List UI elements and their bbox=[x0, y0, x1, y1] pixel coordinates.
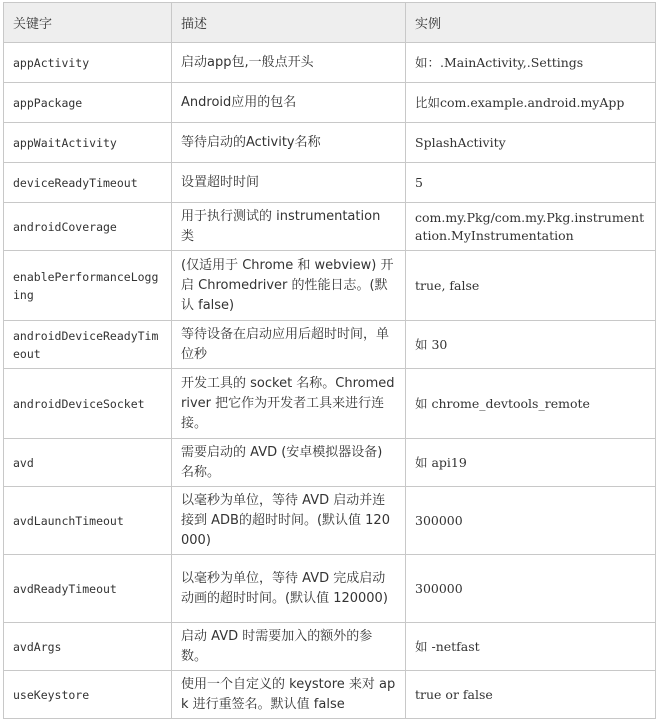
table-row bbox=[4, 555, 656, 623]
key-cell: deviceReadyTimeout bbox=[4, 163, 172, 203]
key-cell: avdLaunchTimeout bbox=[4, 487, 172, 555]
key-cell: androidDeviceReadyTimeout bbox=[4, 321, 172, 369]
example-cell: 如 chrome_devtools_remote bbox=[406, 369, 656, 439]
key-cell: avdArgs bbox=[4, 623, 172, 671]
description-cell: 启动 AVD 时需要加入的额外的参数。 bbox=[172, 623, 406, 671]
description-cell: (仅适用于 Chrome 和 webview) 开启 Chromedriver 的性能日志。(默认 false) bbox=[172, 251, 406, 321]
example-cell: SplashActivity bbox=[406, 123, 656, 163]
key-cell: useKeystore bbox=[4, 671, 172, 719]
description-cell: 使用一个自定义的 keystore 来对 apk 进行重签名。默认值 false bbox=[172, 671, 406, 719]
header-row bbox=[4, 3, 656, 43]
key-cell: appPackage bbox=[4, 83, 172, 123]
example-cell: 如 api19 bbox=[406, 439, 656, 487]
key-cell: avd bbox=[4, 439, 172, 487]
description-cell: 需要启动的 AVD (安卓模拟器设备) 名称。 bbox=[172, 439, 406, 487]
description-cell: 开发工具的 socket 名称。Chromedriver 把它作为开发者工具来进行连接。 bbox=[172, 369, 406, 439]
description-cell: 启动app包,一般点开头 bbox=[172, 43, 406, 83]
key-cell: enablePerformanceLogging bbox=[4, 251, 172, 321]
example-cell: 如：.MainActivity,.Settings bbox=[406, 43, 656, 83]
example-cell: 比如com.example.android.myApp bbox=[406, 83, 656, 123]
example-cell: true, false bbox=[406, 251, 656, 321]
table-row bbox=[4, 203, 656, 251]
header-key: 关键字 bbox=[4, 3, 172, 43]
description-cell: 以毫秒为单位，等待 AVD 启动并连接到 ADB的超时时间。(默认值 120000) bbox=[172, 487, 406, 555]
example-cell: 300000 bbox=[406, 487, 656, 555]
description-cell: 以毫秒为单位，等待 AVD 完成启动动画的超时时间。(默认值 120000) bbox=[172, 555, 406, 623]
example-cell: 300000 bbox=[406, 555, 656, 623]
table-row bbox=[4, 321, 656, 369]
table-row bbox=[4, 123, 656, 163]
table-row bbox=[4, 369, 656, 439]
key-cell: appWaitActivity bbox=[4, 123, 172, 163]
key-cell: androidCoverage bbox=[4, 203, 172, 251]
table-row bbox=[4, 43, 656, 83]
capabilities-table bbox=[3, 2, 656, 719]
description-cell: 等待启动的Activity名称 bbox=[172, 123, 406, 163]
example-cell: 5 bbox=[406, 163, 656, 203]
example-cell: 如 30 bbox=[406, 321, 656, 369]
table-row bbox=[4, 487, 656, 555]
description-cell: 用于执行测试的 instrumentation 类 bbox=[172, 203, 406, 251]
table-row bbox=[4, 439, 656, 487]
example-cell: 如 -netfast bbox=[406, 623, 656, 671]
table-row bbox=[4, 671, 656, 719]
description-cell: 等待设备在启动应用后超时时间，单位秒 bbox=[172, 321, 406, 369]
example-cell: com.my.Pkg/com.my.Pkg.instrumentation.MyInstrumentation bbox=[406, 203, 656, 251]
description-cell: 设置超时时间 bbox=[172, 163, 406, 203]
table-row bbox=[4, 251, 656, 321]
table-row bbox=[4, 623, 656, 671]
key-cell: avdReadyTimeout bbox=[4, 555, 172, 623]
header-example: 实例 bbox=[406, 3, 656, 43]
key-cell: androidDeviceSocket bbox=[4, 369, 172, 439]
key-cell: appActivity bbox=[4, 43, 172, 83]
header-description: 描述 bbox=[172, 3, 406, 43]
description-cell: Android应用的包名 bbox=[172, 83, 406, 123]
table-row bbox=[4, 83, 656, 123]
table-row bbox=[4, 163, 656, 203]
example-cell: true or false bbox=[406, 671, 656, 719]
